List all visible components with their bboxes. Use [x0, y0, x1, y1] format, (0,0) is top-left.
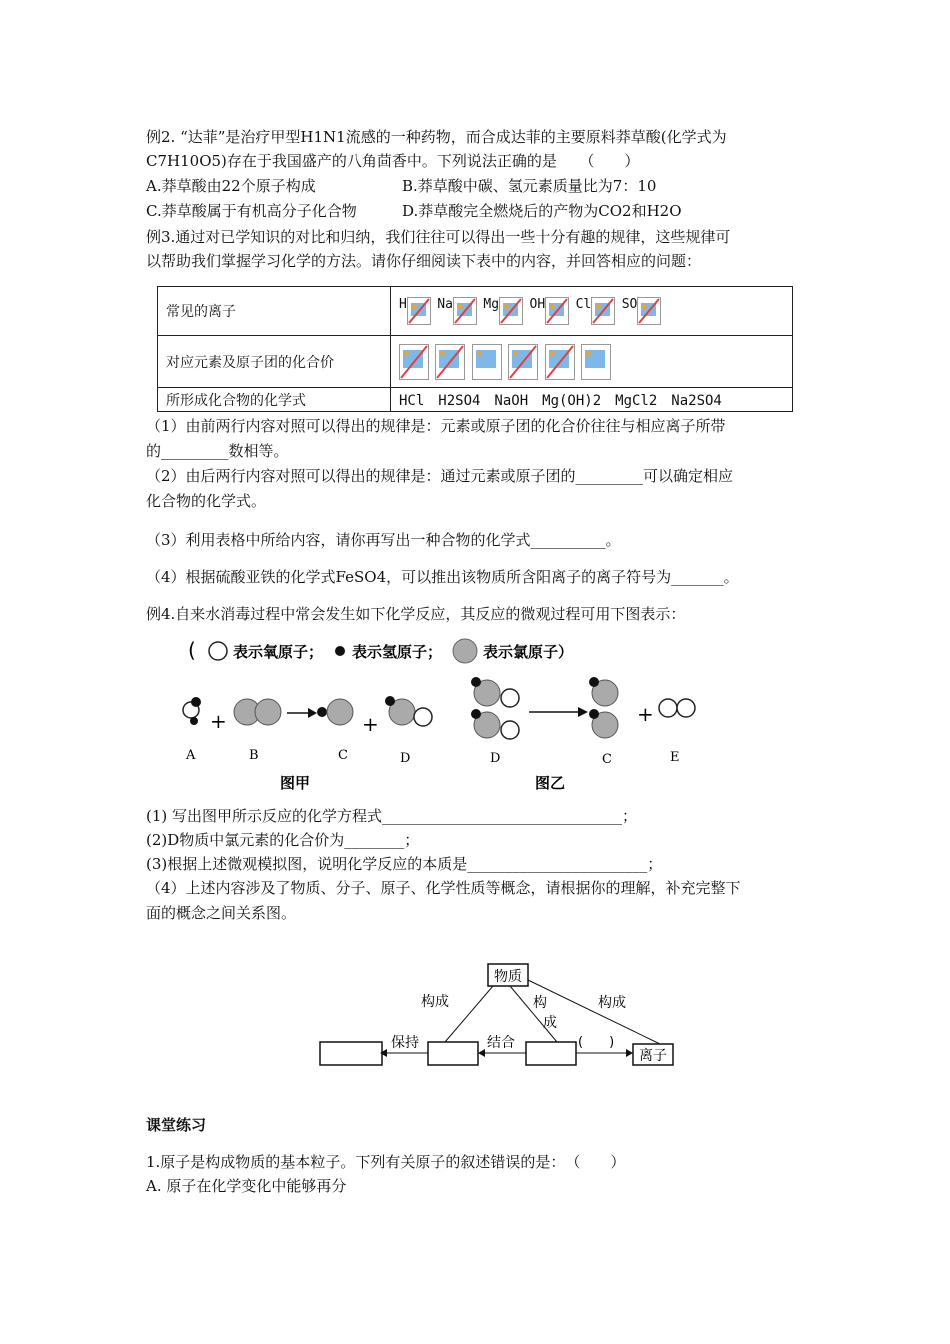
ion-table-row-valence: [158, 336, 793, 388]
ion-table-row-formula: [158, 388, 793, 412]
ion-mg: Mg: [483, 297, 500, 312]
ex2-option-b: B.莽草酸中碳、氢元素质量比为7：10: [402, 177, 657, 195]
paren-label: ( ): [578, 1035, 615, 1050]
svg-text:+: +: [637, 702, 654, 726]
row-label-formula: 所形成化合物的化学式: [158, 388, 391, 412]
broken-image-icon: [407, 297, 431, 325]
figure-b-caption: 图乙: [535, 774, 566, 792]
broken-image-icon: [591, 297, 615, 325]
compose-label-2b: 成: [543, 1015, 557, 1031]
molecule-c: [317, 707, 327, 717]
ex3-q4: （4）根据硫酸亚铁的化学式FeSO4，可以推出该物质所含阳离子的离子符号为_______。: [146, 568, 739, 586]
svg-text:(: (: [188, 638, 196, 662]
box-blank-2: [428, 1042, 478, 1065]
ex4-line1: 例4.自来水消毒过程中常会发生如下化学反应，其反应的微观过程可用下图表示：: [146, 605, 686, 623]
broken-image-icon: [435, 344, 465, 380]
ex4-q1: (1) 写出图甲所示反应的化学方程式________________________________；: [146, 807, 638, 825]
ex4-q4-line1: （4）上述内容涉及了物质、分子、原子、化学性质等概念，请根据你的理解，补充完整下: [146, 879, 741, 897]
ex2-option-a: A.莽草酸由22个原子构成: [146, 177, 316, 195]
svg-text:+: +: [362, 712, 379, 736]
keep-label: 保持: [391, 1035, 419, 1051]
label-c: C: [338, 748, 348, 763]
ex3-q1-line2: 的_________数相等。: [146, 442, 289, 460]
broken-image-icon: [508, 344, 538, 380]
substance-label: 物质: [494, 969, 522, 985]
ion-so4: SO: [621, 297, 638, 312]
compose-label-2a: 构: [533, 995, 547, 1011]
formula-cell: HCl H2SO4 NaOH Mg(OH)2 MgCl2 Na2SO4: [391, 388, 793, 412]
label-a: A: [186, 748, 196, 763]
compose-label-1: 构成: [421, 994, 449, 1010]
broken-image-icon: [399, 344, 429, 380]
practice-title: 课堂练习: [146, 1116, 207, 1134]
reaction-diagram: [180, 635, 720, 800]
ex4-q3: (3)根据上述微观模拟图，说明化学反应的本质是________________________；: [146, 855, 663, 873]
ex2-line2: C7H10O5)存在于我国盛产的八角茴香中。下列说法正确的是 （ ）: [146, 152, 640, 170]
broken-image-icon: [499, 297, 523, 325]
ex3-line2: 以帮助我们掌握学习化学的方法。请你仔细阅读下表中的内容，并回答相应的问题：: [146, 252, 702, 270]
concept-map: [315, 958, 695, 1070]
ion-table: [157, 286, 793, 412]
ion-label: 离子: [639, 1048, 667, 1064]
ex3-q1-line1: （1）由前两行内容对照可以得出的规律是：元素或原子团的化合价往往与相应离子所带: [146, 417, 726, 435]
ex2-option-d: D.莽草酸完全燃烧后的产物为CO2和H2O: [402, 202, 682, 220]
label-e: E: [670, 750, 680, 765]
broken-image-icon: [545, 344, 575, 380]
figure-a-caption: 图甲: [280, 774, 311, 792]
ion-h: H: [399, 297, 407, 312]
practice-q1-option-a: A. 原子在化学变化中能够再分: [146, 1177, 347, 1195]
ion-images-cell: [391, 287, 793, 336]
ex3-line1: 例3.通过对已学知识的对比和归纳，我们往往可以得出一些十分有趣的规律，这些规律可: [146, 228, 731, 246]
broken-image-icon: [453, 297, 477, 325]
practice-q1: 1.原子是构成物质的基本粒子。下列有关原子的叙述错误的是： （ ）: [146, 1153, 626, 1171]
label-b: B: [249, 748, 259, 763]
svg-text:+: +: [210, 709, 227, 733]
broken-image-icon: [637, 297, 661, 325]
chlorine-atom-icon: [453, 639, 477, 663]
oxygen-atom-icon: [209, 642, 227, 660]
box-blank-1: [320, 1042, 382, 1065]
legend-chlorine: 表示氯原子）: [483, 643, 574, 661]
ex2-line1: 例2. “达菲”是治疗甲型H1N1流感的一种药物，而合成达菲的主要原料莽草酸(化学式为: [146, 128, 727, 146]
legend-hydrogen: 表示氢原子；: [352, 643, 443, 661]
ex3-q2-line1: （2）由后两行内容对照可以得出的规律是：通过元素或原子团的_________可以确定相应: [146, 467, 734, 485]
ex3-q3: （3）利用表格中所给内容，请你再写出一种合物的化学式__________。: [146, 531, 621, 549]
broken-image-icon: [545, 297, 569, 325]
ion-oh: OH: [529, 297, 546, 312]
ex4-q2: (2)D物质中氯元素的化合价为________；: [146, 831, 420, 849]
molecule-e: [659, 699, 677, 717]
hydrogen-atom-icon: [335, 646, 345, 656]
box-blank-3: [526, 1042, 576, 1065]
ex2-option-c: C.莽草酸属于有机高分子化合物: [146, 202, 357, 220]
ion-table-row-ions: [158, 287, 793, 336]
broken-image-icon: [472, 344, 502, 380]
row-label-ions: 常见的离子: [158, 287, 391, 336]
label-d: D: [400, 751, 411, 766]
ion-cl: Cl: [575, 297, 592, 312]
ex4-q4-line2: 面的概念之间关系图。: [146, 904, 297, 922]
label-c2: C: [602, 752, 612, 767]
ex3-q2-line2: 化合物的化学式。: [146, 492, 267, 510]
broken-image-icon: [581, 344, 611, 380]
label-d2: D: [490, 751, 501, 766]
valence-images-cell: [391, 336, 793, 388]
compose-label-3: 构成: [598, 995, 626, 1011]
legend-oxygen: 表示氧原子；: [233, 643, 324, 661]
ion-na: Na: [437, 297, 453, 312]
row-label-valence: 对应元素及原子团的化合价: [158, 336, 391, 388]
combine-label: 结合: [487, 1035, 515, 1051]
